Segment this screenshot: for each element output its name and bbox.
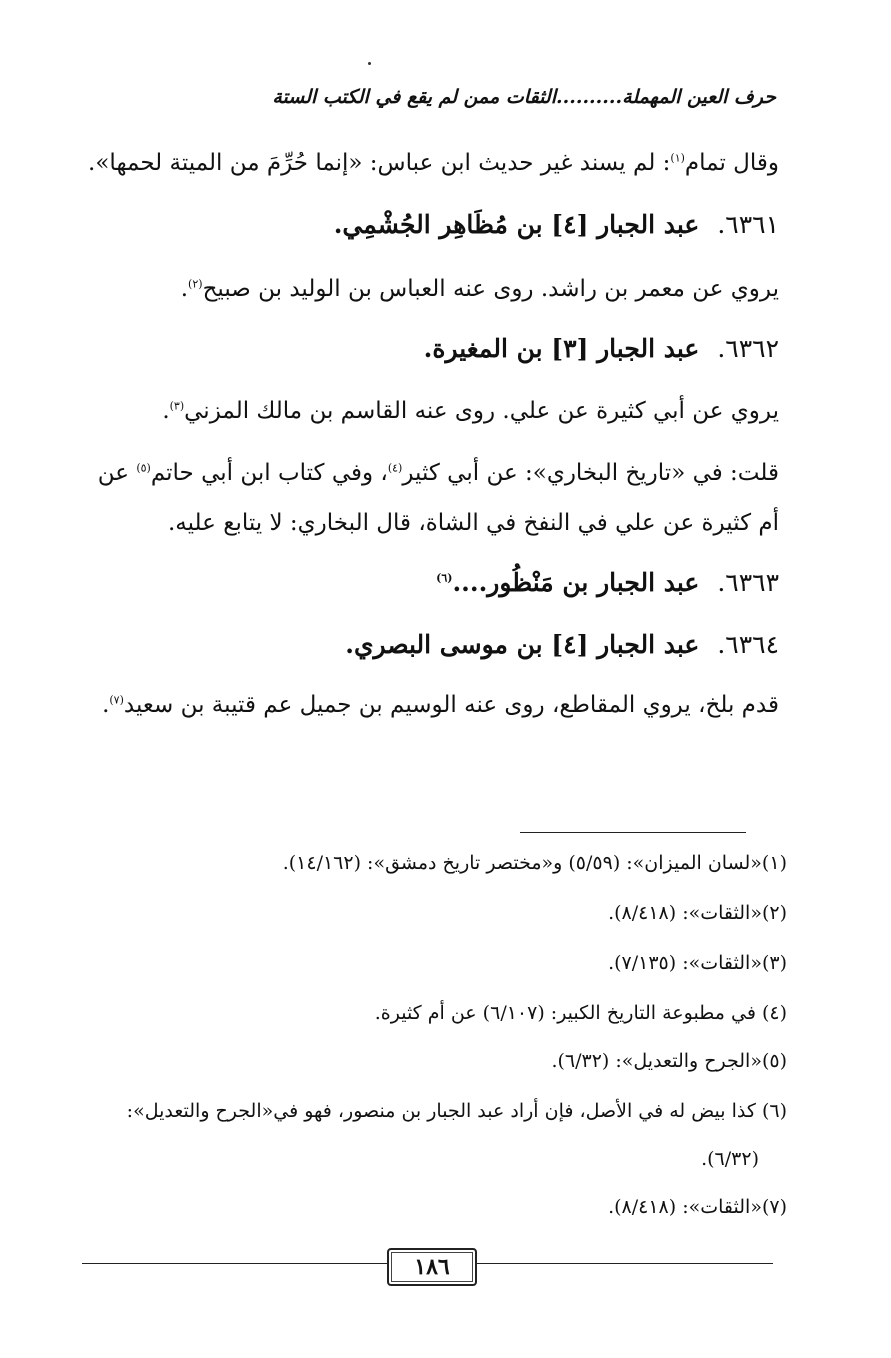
entry-6364 — [345, 630, 779, 659]
footnote-4: (٤) في مطبوعة التاريخ الكبير: (٦/١٠٧) عن أم كثيرة. — [374, 1002, 787, 1024]
footer-rule-left — [82, 1263, 387, 1264]
page-number: ١٨٦ — [387, 1248, 477, 1286]
footnote-ref-4: (٤) — [387, 461, 403, 475]
footnote-6-continued: (٦/٣٢). — [701, 1148, 759, 1170]
text-line-4 — [98, 460, 779, 486]
footnote-3: (٣)«الثقات»: (٧/١٣٥). — [608, 952, 787, 974]
text-segment: يروي عن أبي كثيرة عن علي. روى عنه القاسم بن مالك المزني — [184, 398, 779, 424]
text-segment: لم يسند غير حديث ابن عباس: «إنما حُرِّمَ من الميتة لحمها». — [88, 150, 656, 176]
entry-name: عبد الجبار [٤] بن موسى البصري. — [345, 630, 700, 659]
text-segment: عن — [97, 460, 137, 486]
entry-name: عبد الجبار [٤] بن مُظَاهِر الجُشْمِي. — [333, 210, 700, 239]
text-line-1: وقال تمام$^{(١)}$: لم يسند غير حديث ابن عباس: «إنما حُرِّمَ من الميتة لحمها». — [88, 150, 779, 176]
text-line-3: يروي عن أبي كثيرة عن علي. روى عنه القاسم بن مالك المزني$^{(٣)}$. — [162, 398, 779, 424]
footnote-6: (٦) كذا بيض له في الأصل، فإن أراد عبد الجبار بن منصور، فهو في«الجرح والتعديل»: — [126, 1100, 787, 1122]
entry-6362 — [424, 334, 779, 363]
footnote-ref-5: (٥) — [136, 461, 151, 475]
text-segment: ، وفي كتاب ابن أبي حاتم — [150, 460, 388, 486]
text-segment: أم كثيرة عن علي في النفخ في الشاة، قال البخاري: لا يتابع عليه. — [167, 510, 779, 536]
footnote-7: (٧)«الثقات»: (٨/٤١٨). — [608, 1196, 787, 1218]
text-line-2: يروي عن معمر بن راشد. روى عنه العباس بن الوليد بن صبيح$^{(٢)}$. — [180, 276, 779, 302]
entry-number: ٦٣٦٣. — [717, 568, 779, 597]
footnote-ref-7: (٧) — [109, 693, 124, 707]
entry-name: عبد الجبار [٣] بن المغيرة. — [423, 334, 700, 363]
entry-number: ٦٣٦٤. — [717, 630, 779, 659]
scan-speck — [368, 62, 371, 65]
entry-number: ٦٣٦١. — [717, 210, 779, 239]
text-segment: قلت: في «تاريخ البخاري»: عن أبي كثير — [402, 460, 779, 486]
running-header: حرف العين المهملة..........الثقات ممن لم يقع في الكتب الستة — [272, 86, 776, 108]
footer-rule-right — [473, 1263, 773, 1264]
footnote-2: (٢)«الثقات»: (٨/٤١٨). — [608, 902, 787, 924]
entry-name: عبد الجبار بن مَنْظُور.... — [452, 568, 700, 597]
footnote-1: (١)«لسان الميزان»: (٥/٥٩) و«مختصر تاريخ دمشق»: (١٤/١٦٢). — [282, 852, 787, 874]
footnote-ref-6: (٦) — [436, 571, 453, 585]
entry-number: ٦٣٦٢. — [717, 334, 779, 363]
text-segment: يروي عن معمر بن راشد. روى عنه العباس بن الوليد بن صبيح — [202, 276, 779, 302]
entry-6361 — [334, 210, 779, 239]
text-line-6: قدم بلخ، يروي المقاطع، روى عنه الوسيم بن جميل عم قتيبة بن سعيد$^{(٧)}$. — [102, 692, 779, 718]
footnote-ref-1: (١) — [670, 151, 685, 165]
footnote-separator — [520, 832, 746, 833]
footnote-5: (٥)«الجرح والتعديل»: (٦/٣٢). — [551, 1050, 787, 1072]
text-segment: قدم بلخ، يروي المقاطع، روى عنه الوسيم بن جميل عم قتيبة بن سعيد — [123, 692, 779, 718]
text-segment: وقال تمام — [684, 150, 779, 176]
footnote-ref-2: (٢) — [188, 277, 203, 291]
entry-6363 — [436, 568, 779, 597]
footnote-ref-3: (٣) — [169, 399, 185, 413]
text-line-5 — [168, 510, 779, 536]
